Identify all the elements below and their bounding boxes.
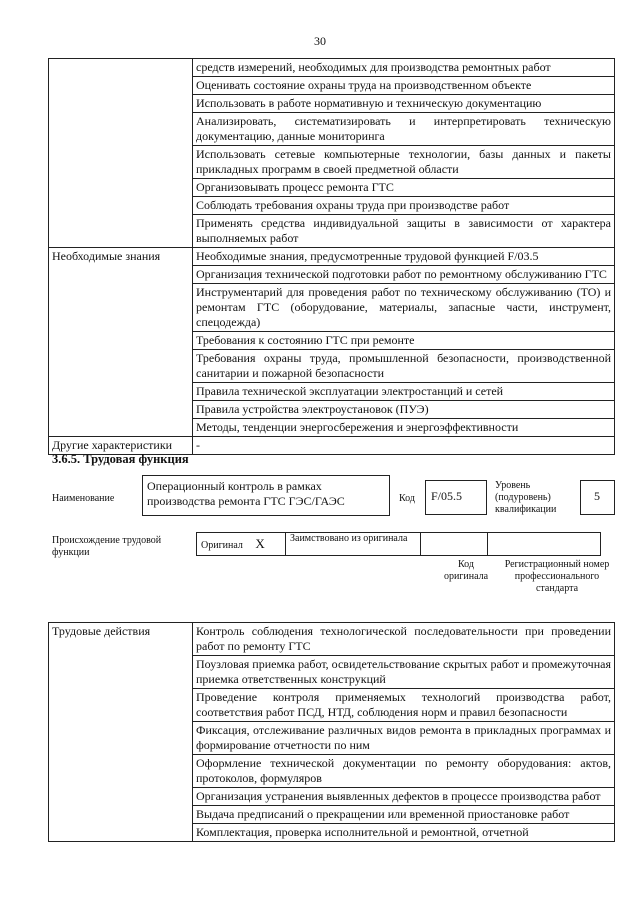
origin-label: Происхождение трудовой функции — [52, 535, 162, 558]
code-value: F/05.5 — [431, 489, 463, 503]
row-text: Инструментарий для проведения работ по техническому обслуживанию (ТО) и ремонтам ГТС (оборудование, материалы, запасные части, инструмент, спецодежда) — [193, 284, 615, 332]
row-text: Анализировать, систематизировать и интерпретировать техническую документацию, данные мониторинга — [193, 113, 615, 146]
row-text: Использовать в работе нормативную и техническую документацию — [193, 95, 615, 113]
row-text: Выдача предписаний о прекращении или временной приостановке работ — [193, 806, 615, 824]
reg-number-caption: Регистрационный номер профессионального стандарта — [504, 559, 610, 594]
row-text: Применять средства индивидуальной защиты в зависимости от характера выполняемых работ — [193, 215, 615, 248]
row-text: Оценивать состояние охраны труда на производственном объекте — [193, 77, 615, 95]
code-original-caption: Код оригинала — [443, 559, 489, 582]
level-label: Уровень (подуровень) квалификации — [495, 480, 557, 515]
row-text: средств измерений, необходимых для производства ремонтных работ — [193, 59, 615, 77]
row-text: Поузловая приемка работ, освидетельствование скрытых работ и промежуточная приемка ответственных конструкций — [193, 656, 615, 689]
row-text: Организация устранения выявленных дефектов в процессе производства работ — [193, 788, 615, 806]
row-text: Контроль соблюдения технологической последовательности при проведении работ по ремонту ГТС — [193, 623, 615, 656]
row-text: Методы, тенденции энергосбережения и энергоэффективности — [193, 419, 615, 437]
row-text: Необходимые знания, предусмотренные трудовой функцией F/03.5 — [193, 248, 615, 266]
row-text: Организация технической подготовки работ по ремонтному обслуживанию ГТС — [193, 266, 615, 284]
reg-number-cell — [488, 533, 601, 556]
level-value: 5 — [594, 489, 600, 503]
origin-table — [196, 532, 601, 556]
row-label — [49, 59, 193, 248]
row-label-knowledge: Необходимые знания — [49, 248, 193, 437]
page-number: 30 — [314, 34, 326, 48]
row-text: Проведение контроля применяемых технологий производства работ, соответствия работ ПСД, НТД, соблюдения норм и правил безопасности — [193, 689, 615, 722]
original-cell — [197, 533, 286, 556]
borrowed-label: Заимствовано из оригинала — [290, 533, 408, 544]
row-text: Комплектация, проверка исполнительной и ремонтной, отчетной — [193, 824, 615, 842]
row-text: Соблюдать требования охраны труда при производстве работ — [193, 197, 615, 215]
row-label-actions: Трудовые действия — [49, 623, 193, 842]
name-label: Наименование — [52, 493, 115, 504]
row-label-other: Другие характеристики — [49, 437, 193, 455]
table-row — [49, 623, 615, 656]
row-text: Оформление технической документации по ремонту оборудования: актов, протоколов, формуляров — [193, 755, 615, 788]
original-label: Оригинал — [201, 539, 243, 551]
row-text: - — [193, 437, 615, 455]
table-row — [49, 248, 615, 266]
table-row — [49, 59, 615, 77]
code-original-cell — [421, 533, 488, 556]
row-text: Требования охраны труда, промышленной безопасности, производственной санитарии и пожарной безопасности — [193, 350, 615, 383]
row-text: Использовать сетевые компьютерные технологии, базы данных и пакеты прикладных программ в своей предметной области — [193, 146, 615, 179]
borrowed-cell — [286, 533, 421, 556]
code-label: Код — [399, 493, 415, 504]
row-text: Правила устройства электроустановок (ПУЭ) — [193, 401, 615, 419]
row-text: Фиксация, отслеживание различных видов ремонта в прикладных программах и формирование отчетности по ним — [193, 722, 615, 755]
row-text: Организовывать процесс ремонта ГТС — [193, 179, 615, 197]
row-text: Правила технической эксплуатации электростанций и сетей — [193, 383, 615, 401]
row-text: Требования к состоянию ГТС при ремонте — [193, 332, 615, 350]
section-title: 3.6.5. Трудовая функция — [52, 452, 189, 466]
name-value: Операционный контроль в рамках производства ремонта ГТС ГЭС/ГАЭС — [147, 479, 345, 508]
work-actions-table — [48, 622, 615, 842]
skills-knowledge-table — [48, 58, 615, 455]
original-mark: X — [255, 535, 265, 551]
